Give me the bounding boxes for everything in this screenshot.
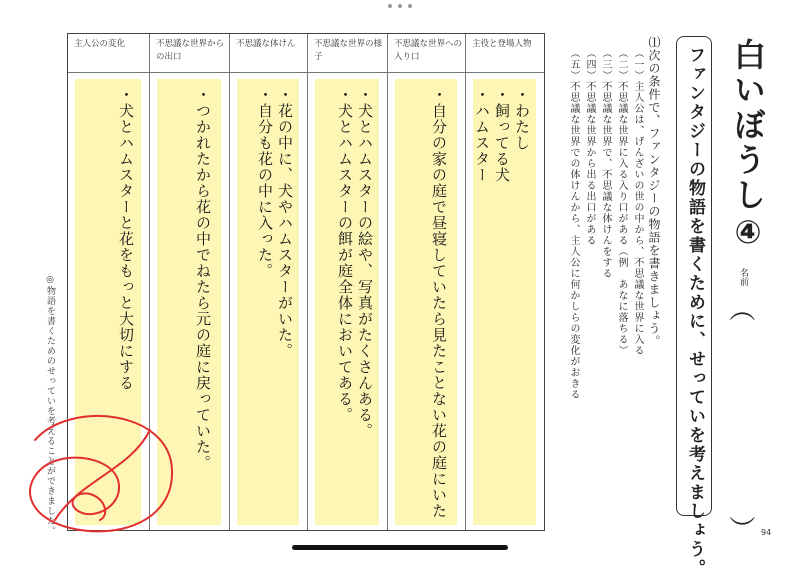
condition-5: （五）不思議な世界での体けんから、主人公に何かしらの変化がおきる (568, 48, 579, 400)
condition-2: （二）不思議な世界に入る入り口がある（例 あなに落ちる） (616, 48, 627, 356)
column-header: 主人公の変化 (68, 34, 149, 73)
page-title: 白いぼうし④ (729, 38, 767, 254)
column-experience (230, 34, 308, 530)
footnote: ◎物語を書くためのせっていを考えることができました。 (45, 275, 55, 536)
answer-text: ・つかれたから花の中でねたら元の庭に戻っていた。 (194, 87, 212, 471)
column-header: 不思議な世界への入り口 (388, 34, 465, 73)
column-header: 不思議な世界からの出口 (150, 34, 229, 73)
answer-line: ・犬とハムスターの餌が庭全体においてある。 (336, 87, 354, 423)
condition-1: （一）主人公は、げんざいの世の中から、不思議な世界に入る (632, 48, 643, 356)
answer-text: ・犬とハムスターと花をもっと大切にする (117, 87, 135, 391)
column-world-appearance (308, 34, 388, 530)
column-exit (150, 34, 230, 530)
answer-area[interactable] (237, 79, 299, 525)
answer-line: ・飼ってる犬 (493, 87, 511, 183)
home-indicator[interactable] (292, 545, 508, 550)
name-field-close: ） (725, 515, 756, 542)
name-field-open[interactable]: （ (725, 295, 756, 322)
answer-area[interactable] (395, 79, 457, 525)
column-header: 不思議な世界の様子 (308, 34, 387, 73)
condition-3: （三）不思議な世界で、不思議な体けんをする (600, 48, 611, 279)
answer-line: ・自分も花の中に入った。 (256, 87, 274, 279)
answer-line: ・犬とハムスターの絵や、写真がたくさんある。 (356, 87, 374, 439)
column-header: 主役と登場人物 (466, 34, 544, 73)
answer-area[interactable] (473, 79, 536, 525)
column-entrance (388, 34, 466, 530)
instruction: ⑴次の条件で、ファンタジーの物語を書きましょう。 (647, 36, 661, 348)
condition-4: （四）不思議な世界から出る出口がある (584, 48, 595, 246)
answer-area[interactable] (157, 79, 221, 525)
answer-text: ・自分の家の庭で昼寝していたら見たことない花の庭にいた (430, 87, 448, 519)
planning-table (67, 33, 545, 531)
column-protagonist-change (68, 34, 150, 530)
subtitle: ファンタジーの物語を書くために、せっていを考えましょう。 (685, 46, 705, 578)
answer-line: ・わたし (513, 87, 531, 151)
top-status-bar (0, 0, 800, 16)
name-label: 名前 (738, 268, 748, 286)
answer-area[interactable] (75, 79, 141, 525)
answer-line: ・ハムスター (473, 87, 491, 183)
column-header: 不思議な体けん (230, 34, 307, 73)
column-characters (466, 34, 544, 530)
multitask-dots-icon[interactable] (388, 4, 412, 10)
answer-area[interactable] (315, 79, 379, 525)
page-number: 94 (761, 528, 772, 537)
answer-line: ・花の中に、犬やハムスターがいた。 (276, 87, 294, 359)
